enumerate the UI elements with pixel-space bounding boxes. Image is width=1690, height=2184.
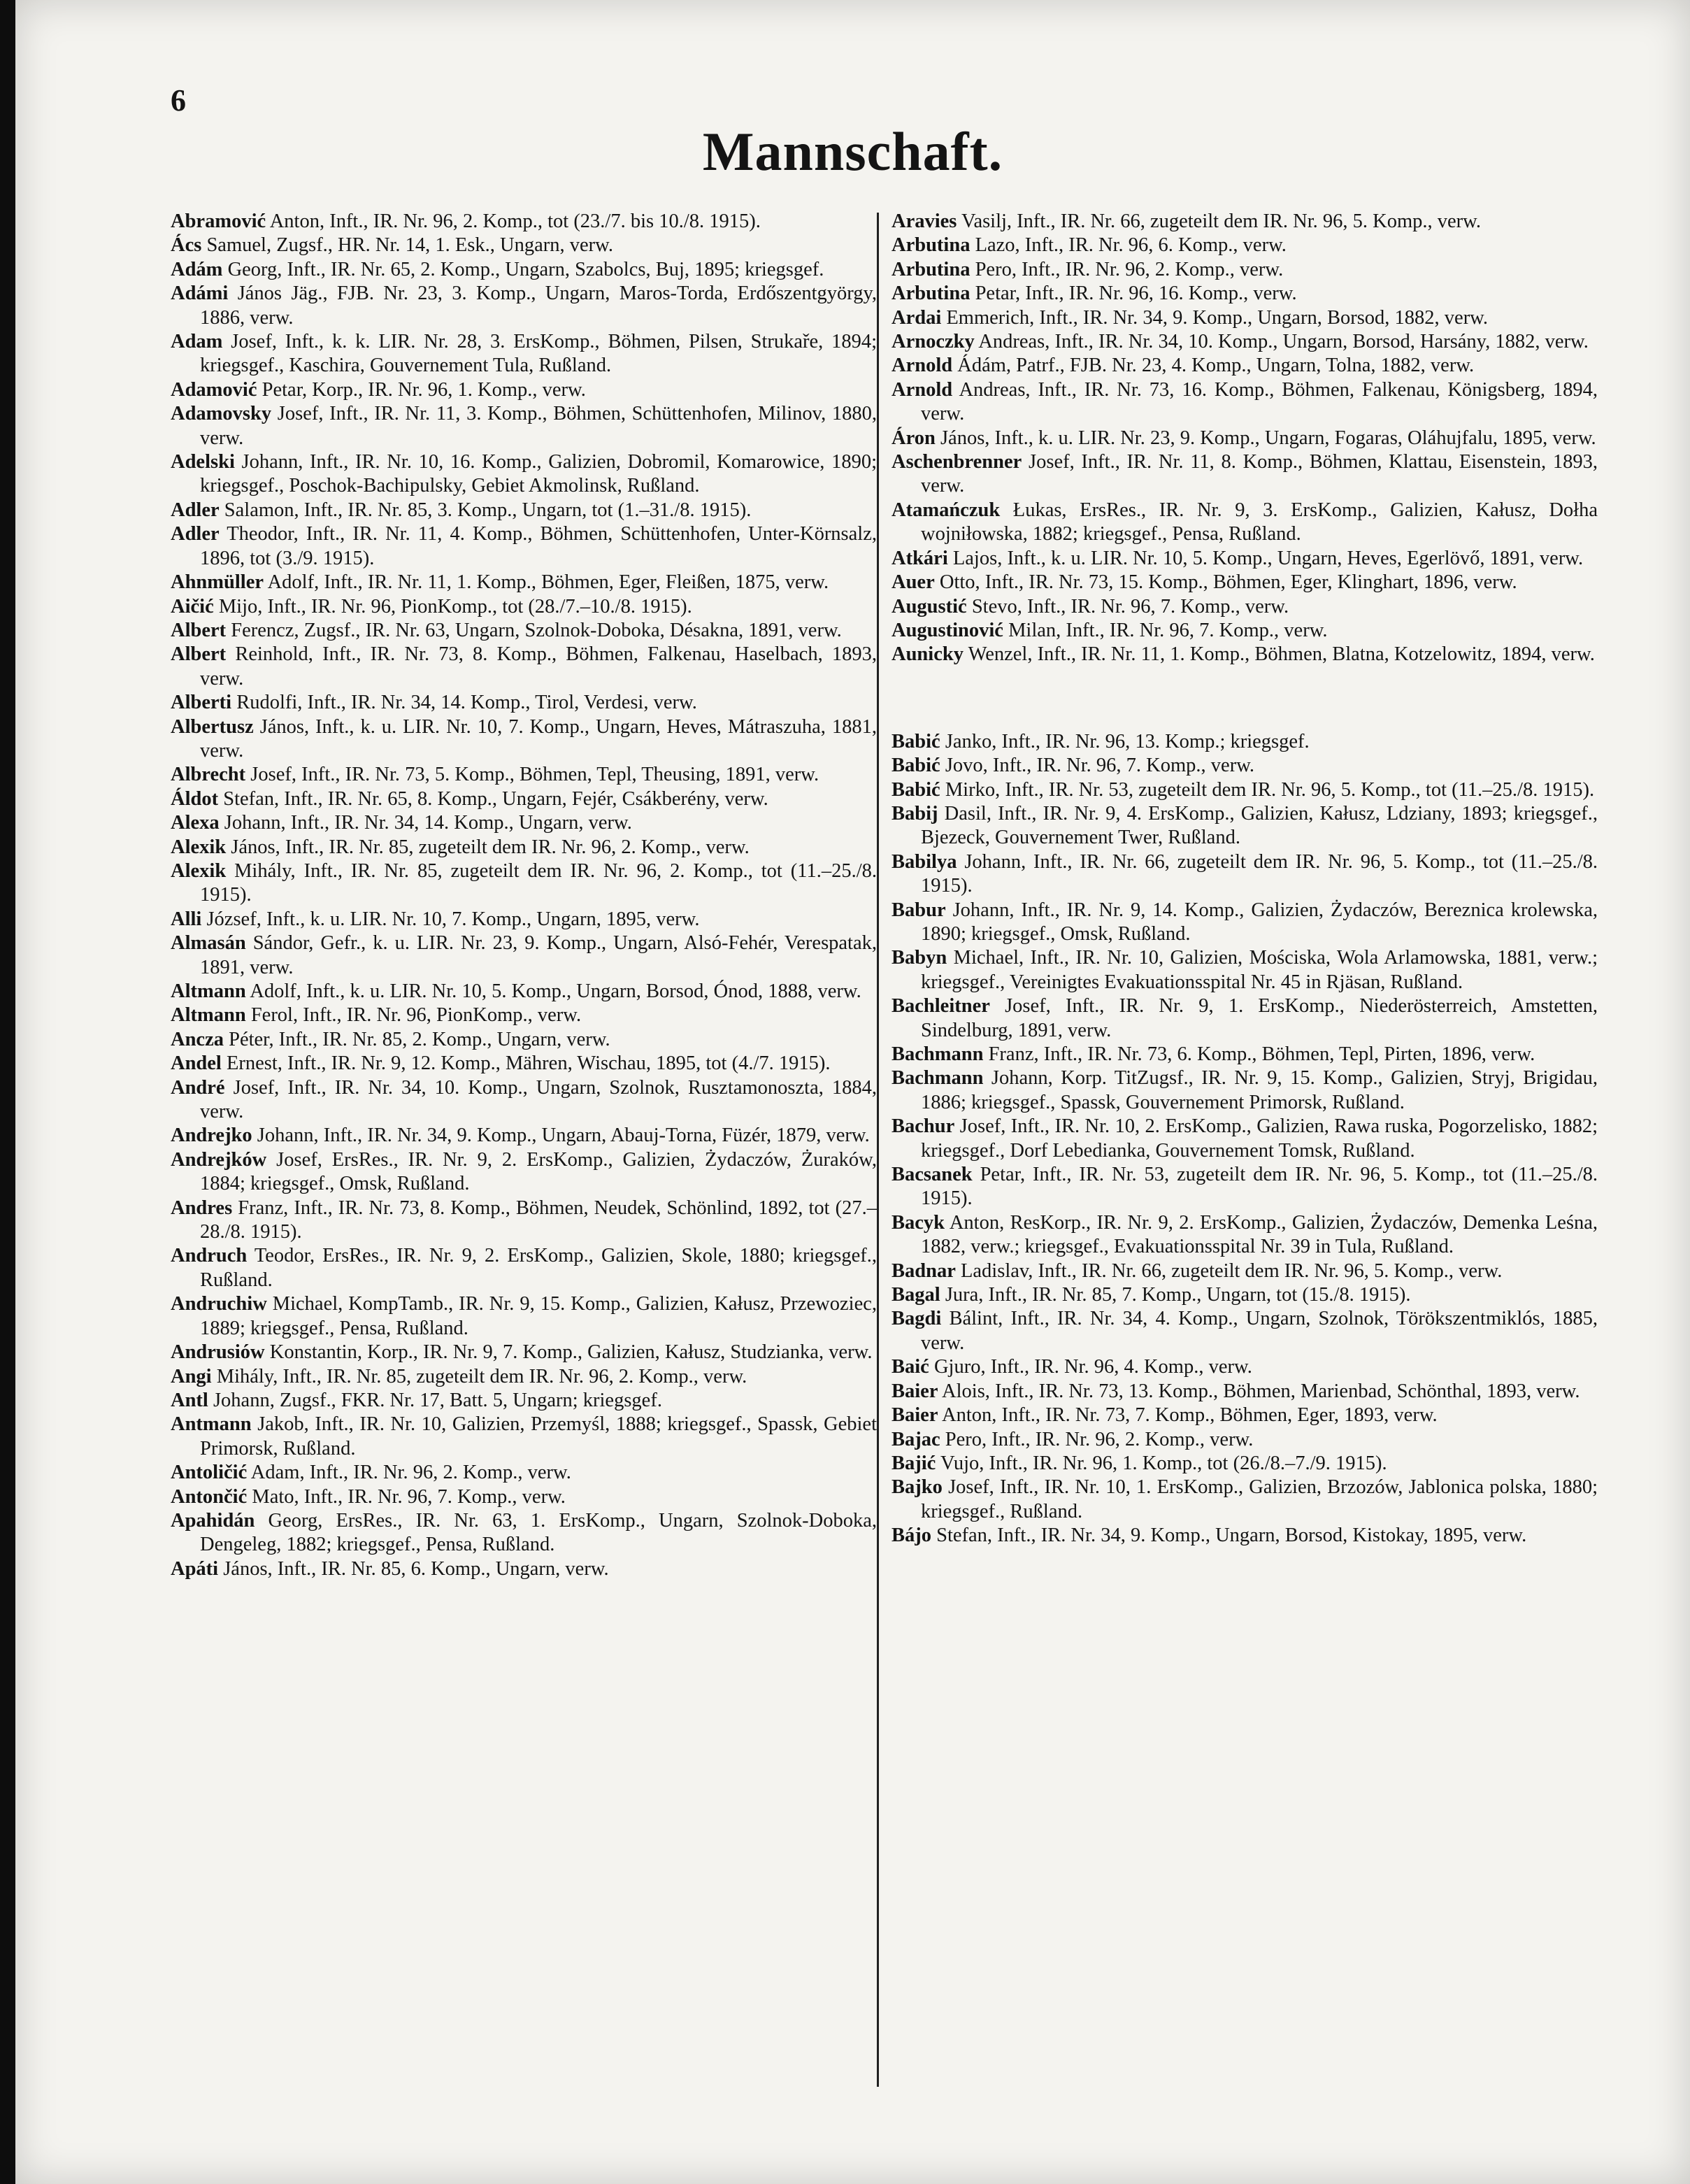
entry-details: Ferol, Inft., IR. Nr. 96, PionKomp., verw.: [250, 1004, 582, 1027]
register-entry: [171, 1052, 877, 1076]
register-entry: [171, 787, 877, 811]
entry-surname: Bagal: [891, 1284, 940, 1306]
entry-surname: Andruch: [171, 1245, 248, 1267]
entry-details: Anton, ResKorp., IR. Nr. 9, 2. ErsKomp., Galizien, Żydaczów, Demenka Leśna, 1882, verw.; kriegsgef., Evakuationsspital Nr. 39 in Tula, Rußland.: [921, 1211, 1598, 1258]
entry-details: Konstantin, Korp., IR. Nr. 9, 7. Komp., Galizien, Kałusz, Studzianka, verw.: [269, 1341, 873, 1364]
entry-details: Jovo, Inft., IR. Nr. 96, 7. Komp., verw.: [945, 755, 1255, 777]
entry-details: Josef, Inft., IR. Nr. 9, 1. ErsKomp., Niederösterreich, Amstetten, Sindelburg, 1891, verw.: [921, 995, 1598, 1041]
entry-surname: Babur: [891, 899, 946, 921]
entry-details: Vujo, Inft., IR. Nr. 96, 1. Komp., tot (26./8.–7./9. 1915).: [940, 1452, 1387, 1474]
register-entry: [891, 1355, 1598, 1379]
entry-surname: Adám: [171, 258, 223, 280]
entry-details: Otto, Inft., IR. Nr. 73, 15. Komp., Böhmen, Eger, Klinghart, 1896, verw.: [939, 571, 1517, 594]
entry-details: János, Inft., IR. Nr. 85, 6. Komp., Ungarn, verw.: [223, 1557, 609, 1580]
register-entry: [171, 522, 877, 571]
entry-surname: Baier: [891, 1380, 938, 1402]
entry-surname: Bajac: [891, 1428, 940, 1450]
register-entry: [171, 1197, 877, 1245]
entry-details: Péter, Inft., IR. Nr. 85, 2. Komp., Ungarn, verw.: [229, 1028, 610, 1050]
entry-surname: Altmann: [171, 980, 246, 1002]
entry-details: Mihály, Inft., IR. Nr. 85, zugeteilt dem IR. Nr. 96, 2. Komp., verw.: [216, 1365, 747, 1387]
entry-details: Johann, Inft., IR. Nr. 34, 14. Komp., Ungarn, verw.: [224, 812, 632, 834]
entry-details: Georg, Inft., IR. Nr. 65, 2. Komp., Ungarn, Szabolcs, Buj, 1895; kriegsgef.: [227, 258, 824, 280]
entry-surname: Auer: [891, 571, 935, 594]
register-entry: [891, 499, 1598, 547]
entry-details: Ferencz, Zugsf., IR. Nr. 63, Ungarn, Szolnok-Doboka, Désakna, 1891, verw.: [231, 619, 842, 641]
register-entry: [891, 1066, 1598, 1115]
entry-details: Andreas, Inft., IR. Nr. 34, 10. Komp., Ungarn, Borsod, Harsány, 1882, verw.: [978, 331, 1589, 353]
register-entry: [171, 1461, 877, 1485]
entry-surname: Adamovsky: [171, 403, 272, 425]
entry-surname: Babić: [891, 778, 940, 801]
entry-details: Teodor, ErsRes., IR. Nr. 9, 2. ErsKomp., Galizien, Skole, 1880; kriegsgef., Rußland.: [200, 1245, 877, 1291]
register-entry: [171, 763, 877, 787]
entry-details: Mato, Inft., IR. Nr. 96, 7. Komp., verw.: [252, 1485, 566, 1508]
page-title: Mannschaft.: [702, 121, 1003, 182]
register-entry: [891, 547, 1598, 571]
entry-details: Bálint, Inft., IR. Nr. 34, 4. Komp., Ungarn, Szolnok, Törökszentmiklós, 1885, verw.: [921, 1308, 1598, 1354]
register-entry: [171, 715, 877, 764]
register-entry: [891, 354, 1598, 378]
entry-surname: Badnar: [891, 1259, 956, 1282]
register-entry: [891, 1428, 1598, 1452]
entry-surname: Bacsanek: [891, 1164, 973, 1186]
entry-surname: Andrusiów: [171, 1341, 265, 1364]
entry-details: Dasil, Inft., IR. Nr. 9, 4. ErsKomp., Galizien, Kałusz, Ldziany, 1893; kriegsgef., Bjezeck, Gouvernement Twer, Rußland.: [921, 802, 1598, 849]
entry-details: Emmerich, Inft., IR. Nr. 34, 9. Komp., Ungarn, Borsod, 1882, verw.: [946, 306, 1489, 329]
entry-surname: Bachmann: [891, 1043, 984, 1065]
entry-surname: Alexik: [171, 836, 227, 858]
entry-surname: Ács: [171, 234, 202, 257]
entry-surname: Bájo: [891, 1525, 931, 1547]
entry-details: Johann, Inft., IR. Nr. 34, 9. Komp., Ungarn, Abauj-Torna, Füzér, 1879, verw.: [257, 1125, 870, 1147]
entry-details: János, Inft., k. u. LIR. Nr. 23, 9. Komp., Ungarn, Fogaras, Oláhujfalu, 1895, verw.: [940, 427, 1596, 449]
entry-details: Anton, Inft., IR. Nr. 96, 2. Komp., tot (23./7. bis 10./8. 1915).: [269, 210, 761, 232]
entry-details: Petar, Inft., IR. Nr. 96, 16. Komp., verw.: [975, 283, 1297, 305]
register-entry: [171, 282, 877, 330]
register-entry: [891, 850, 1598, 899]
entry-details: Josef, Inft., IR. Nr. 11, 8. Komp., Böhmen, Klattau, Eisenstein, 1893, verw.: [921, 451, 1598, 497]
entry-surname: Bajić: [891, 1452, 936, 1474]
register-entry: [891, 778, 1598, 802]
register-entry: [171, 859, 877, 908]
entry-surname: Ardai: [891, 306, 942, 329]
entry-surname: Ahnmüller: [171, 571, 264, 594]
entry-surname: Adelski: [171, 451, 235, 473]
entry-details: József, Inft., k. u. LIR. Nr. 10, 7. Komp., Ungarn, 1895, verw.: [206, 908, 700, 930]
entry-details: Alois, Inft., IR. Nr. 73, 13. Komp., Böhmen, Marienbad, Schönthal, 1893, verw.: [942, 1380, 1580, 1402]
entry-details: Georg, ErsRes., IR. Nr. 63, 1. ErsKomp., Ungarn, Szolnok-Doboka, Dengeleg, 1882; kriegsgef., Pensa, Rußland.: [200, 1509, 878, 1556]
register-entry: [171, 450, 877, 499]
entry-details: Stevo, Inft., IR. Nr. 96, 7. Komp., verw.: [971, 595, 1289, 618]
register-entry: [171, 1076, 877, 1125]
entry-details: Josef, Inft., IR. Nr. 34, 10. Komp., Ungarn, Szolnok, Rusztamonoszta, 1884, verw.: [200, 1076, 877, 1123]
register-entry: [891, 1404, 1598, 1427]
entry-surname: Adamović: [171, 378, 257, 401]
entry-surname: Arbutina: [891, 234, 971, 257]
entry-surname: Andruchiw: [171, 1293, 267, 1315]
register-entry: [891, 1452, 1598, 1476]
entry-details: Josef, Inft., IR. Nr. 10, 2. ErsKomp., Galizien, Rawa ruska, Pogorzelisko, 1882; kriegsgef., Dorf Lebedianka, Gouvernement Tomsk, Rußland.: [921, 1115, 1598, 1162]
entry-details: Petar, Korp., IR. Nr. 96, 1. Komp., verw.: [262, 378, 586, 401]
entry-surname: André: [171, 1076, 225, 1099]
entry-surname: Adler: [171, 523, 220, 545]
entry-surname: Albert: [171, 619, 227, 641]
entry-surname: Arbutina: [891, 258, 971, 280]
register-entry: [171, 1485, 877, 1509]
entry-details: Ladislav, Inft., IR. Nr. 66, zugeteilt dem IR. Nr. 96, 5. Komp., verw.: [961, 1259, 1503, 1282]
entry-details: Pero, Inft., IR. Nr. 96, 2. Komp., verw.: [975, 258, 1284, 280]
register-page: [15, 0, 1690, 2184]
entry-surname: Baier: [891, 1404, 938, 1427]
register-entry: [891, 282, 1598, 306]
entry-surname: Antmann: [171, 1413, 252, 1436]
register-entry: [171, 980, 877, 1004]
entry-surname: Alexa: [171, 812, 220, 834]
entry-details: Ádám, Patrf., FJB. Nr. 23, 4. Komp., Ungarn, Tolna, 1882, verw.: [957, 355, 1475, 377]
entry-surname: Adler: [171, 499, 220, 521]
entry-surname: Bachur: [891, 1115, 955, 1138]
entry-surname: Antl: [171, 1389, 208, 1411]
left-column: [171, 210, 877, 1581]
section-gap: [891, 667, 1598, 730]
register-entry: [891, 427, 1598, 450]
register-entry: [171, 1292, 877, 1341]
entry-details: János, Inft., k. u. LIR. Nr. 10, 7. Komp., Ungarn, Heves, Mátraszuha, 1881, verw.: [200, 715, 877, 762]
entry-surname: Arbutina: [891, 283, 971, 305]
register-entry: [891, 595, 1598, 619]
entry-details: Gjuro, Inft., IR. Nr. 96, 4. Komp., verw.: [933, 1356, 1252, 1378]
register-entry: [891, 306, 1598, 330]
entry-details: Anton, Inft., IR. Nr. 73, 7. Komp., Böhmen, Eger, 1893, verw.: [942, 1404, 1438, 1427]
register-entry: [171, 402, 877, 450]
register-entry: [171, 330, 877, 378]
entry-surname: Babyn: [891, 947, 947, 969]
entry-surname: Altmann: [171, 1004, 246, 1027]
register-entry: [891, 571, 1598, 594]
entry-surname: Atkári: [891, 547, 948, 569]
entry-surname: Albert: [171, 643, 227, 666]
right-column-b-entries: [891, 730, 1598, 1548]
entry-surname: Aunicky: [891, 643, 964, 666]
register-entry: [171, 932, 877, 980]
register-entry: [171, 1509, 877, 1557]
entry-surname: Albrecht: [171, 764, 246, 786]
entry-details: Andreas, Inft., IR. Nr. 73, 16. Komp., Böhmen, Falkenau, Königsberg, 1894, verw.: [921, 378, 1598, 425]
register-entry: [891, 450, 1598, 499]
register-entry: [171, 836, 877, 859]
register-entry: [171, 1413, 877, 1461]
register-entry: [891, 258, 1598, 282]
entry-details: Pero, Inft., IR. Nr. 96, 2. Komp., verw.: [945, 1428, 1254, 1450]
entry-details: Johann, Inft., IR. Nr. 9, 14. Komp., Galizien, Żydaczów, Bereznica krolewska, 1890; kriegsgef., Omsk, Rußland.: [921, 899, 1598, 945]
register-entry: [171, 258, 877, 282]
entry-details: Johann, Korp. TitZugsf., IR. Nr. 9, 15. Komp., Galizien, Stryj, Brigidau, 1886; kriegsgef., Spassk, Gouvernement Primorsk, Rußland.: [921, 1067, 1598, 1113]
entry-surname: Augustinović: [891, 619, 1003, 641]
entry-details: Janko, Inft., IR. Nr. 96, 13. Komp.; kriegsgef.: [945, 730, 1310, 752]
entry-surname: Babij: [891, 802, 938, 825]
entry-surname: Babić: [891, 730, 940, 752]
entry-surname: Bacyk: [891, 1211, 945, 1234]
register-entry: [171, 643, 877, 691]
entry-details: Josef, Inft., IR. Nr. 11, 3. Komp., Böhmen, Schüttenhofen, Milinov, 1880, verw.: [200, 403, 877, 449]
entry-surname: Baić: [891, 1356, 929, 1378]
entry-details: Adolf, Inft., k. u. LIR. Nr. 10, 5. Komp., Ungarn, Borsod, Ónod, 1888, verw.: [250, 980, 861, 1002]
right-column: [891, 210, 1598, 1548]
register-entry: [171, 1124, 877, 1148]
register-entry: [891, 899, 1598, 947]
entry-details: Adam, Inft., IR. Nr. 96, 2. Komp., verw.: [250, 1462, 571, 1484]
register-entry: [171, 1004, 877, 1027]
register-entry: [171, 1028, 877, 1052]
entry-details: Ernest, Inft., IR. Nr. 9, 12. Komp., Mähren, Wischau, 1895, tot (4./7. 1915).: [226, 1052, 831, 1075]
register-entry: [891, 643, 1598, 666]
entry-details: Lajos, Inft., k. u. LIR. Nr. 10, 5. Komp., Ungarn, Heves, Egerlövő, 1891, verw.: [952, 547, 1584, 569]
register-entry: [891, 1163, 1598, 1211]
entry-details: Sándor, Gefr., k. u. LIR. Nr. 23, 9. Komp., Ungarn, Alsó-Fehér, Verespatak, 1891, verw.: [200, 932, 878, 978]
register-entry: [891, 1211, 1598, 1259]
register-entry: [891, 330, 1598, 354]
entry-surname: Alexik: [171, 859, 227, 882]
entry-surname: Áron: [891, 427, 936, 449]
register-entry: [171, 619, 877, 643]
entry-details: Mijo, Inft., IR. Nr. 96, PionKomp., tot (28./7.–10./8. 1915).: [218, 595, 692, 618]
register-entry: [891, 730, 1598, 754]
entry-surname: Adam: [171, 331, 223, 353]
register-entry: [891, 1259, 1598, 1283]
register-entry: [171, 1148, 877, 1197]
entry-surname: Alli: [171, 908, 202, 930]
entry-surname: Bachmann: [891, 1067, 984, 1090]
register-entry: [891, 754, 1598, 778]
entry-surname: Arnoczky: [891, 331, 975, 353]
entry-details: Josef, Inft., IR. Nr. 73, 5. Komp., Böhmen, Tepl, Theusing, 1891, verw.: [250, 764, 819, 786]
register-entry: [171, 378, 877, 402]
register-entry: [171, 1557, 877, 1581]
register-entry: [171, 1389, 877, 1413]
entry-details: Johann, Inft., IR. Nr. 66, zugeteilt dem IR. Nr. 96, 5. Komp., tot (11.–25./8. 1915).: [921, 850, 1598, 897]
register-entry: [171, 811, 877, 835]
register-entry: [171, 908, 877, 932]
entry-details: Josef, ErsRes., IR. Nr. 9, 2. ErsKomp., Galizien, Żydaczów, Żuraków, 1884; kriegsgef., Omsk, Rußland.: [200, 1148, 878, 1195]
entry-surname: Andrejko: [171, 1125, 252, 1147]
register-entry: [891, 946, 1598, 994]
entry-surname: Antoličić: [171, 1462, 248, 1484]
register-entry: [891, 1307, 1598, 1355]
entry-surname: Apáti: [171, 1557, 219, 1580]
entry-details: Vasilj, Inft., IR. Nr. 66, zugeteilt dem IR. Nr. 96, 5. Komp., verw.: [961, 210, 1482, 232]
entry-details: Lazo, Inft., IR. Nr. 96, 6. Komp., verw.: [975, 234, 1287, 257]
entry-surname: Andrejków: [171, 1148, 267, 1171]
entry-details: Samuel, Zugsf., HR. Nr. 14, 1. Esk., Ungarn, verw.: [206, 234, 613, 257]
entry-details: Stefan, Inft., IR. Nr. 65, 8. Komp., Ungarn, Fejér, Csákberény, verw.: [223, 787, 768, 810]
register-entry: [171, 499, 877, 522]
register-entry: [171, 1365, 877, 1389]
entry-details: János Jäg., FJB. Nr. 23, 3. Komp., Ungarn, Maros-Torda, Erdőszentgyörgy, 1886, verw.: [200, 283, 878, 329]
entry-surname: Bagdi: [891, 1308, 942, 1330]
entry-details: Michael, Inft., IR. Nr. 10, Galizien, Mościska, Wola Arlamowska, 1881, verw.; kriegsgef., Vereinigtes Evakuationsspital Nr. 45 in Rjäsan, Rußland.: [921, 947, 1598, 993]
entry-details: Milan, Inft., IR. Nr. 96, 7. Komp., verw.: [1008, 619, 1328, 641]
entry-details: Josef, Inft., IR. Nr. 10, 1. ErsKomp., Galizien, Brzozów, Jablonica polska, 1880; kriegsgef., Rußland.: [921, 1476, 1598, 1522]
right-column-a-entries: [891, 210, 1598, 667]
register-entry: [171, 1244, 877, 1292]
column-divider: [877, 213, 879, 2087]
entry-surname: Alberti: [171, 692, 232, 714]
entry-details: Josef, Inft., k. k. LIR. Nr. 28, 3. ErsKomp., Böhmen, Pilsen, Strukaře, 1894; kriegsgef., Kaschira, Gouvernement Tula, Rußland.: [200, 331, 877, 377]
entry-surname: Atamańczuk: [891, 499, 1001, 521]
register-entry: [171, 234, 877, 257]
entry-surname: Almasán: [171, 932, 246, 955]
entry-surname: Augustić: [891, 595, 967, 618]
entry-surname: Apahidán: [171, 1509, 255, 1532]
register-entry: [891, 1283, 1598, 1307]
entry-surname: Angi: [171, 1365, 212, 1387]
register-entry: [891, 378, 1598, 427]
entry-surname: Arnold: [891, 355, 953, 377]
entry-details: Mihály, Inft., IR. Nr. 85, zugeteilt dem IR. Nr. 96, 2. Komp., tot (11.–25./8. 1915).: [200, 859, 877, 906]
register-entry: [171, 691, 877, 715]
register-entry: [891, 619, 1598, 643]
entry-details: Franz, Inft., IR. Nr. 73, 8. Komp., Böhmen, Neudek, Schönlind, 1892, tot (27.–28./8. 1915).: [200, 1197, 877, 1243]
page-number: 6: [171, 83, 186, 117]
entry-details: Michael, KompTamb., IR. Nr. 9, 15. Komp., Galizien, Kałusz, Przewoziec, 1889; kriegsgef., Pensa, Rußland.: [200, 1293, 878, 1339]
entry-surname: Áldot: [171, 787, 219, 810]
register-entry: [891, 210, 1598, 234]
register-entry: [891, 1043, 1598, 1066]
entry-surname: Andres: [171, 1197, 233, 1219]
entry-details: Franz, Inft., IR. Nr. 73, 6. Komp., Böhmen, Tepl, Pirten, 1896, verw.: [988, 1043, 1535, 1065]
register-entry: [171, 571, 877, 594]
register-entry: [891, 1380, 1598, 1404]
entry-details: Mirko, Inft., IR. Nr. 53, zugeteilt dem IR. Nr. 96, 5. Komp., tot (11.–25./8. 1915).: [945, 778, 1595, 801]
entry-details: Johann, Inft., IR. Nr. 10, 16. Komp., Galizien, Dobromil, Komarowice, 1890; kriegsgef., Poschok-Bachipulsky, Gebiet Akmolinsk, Rußland.: [200, 451, 877, 497]
entry-details: Salamon, Inft., IR. Nr. 85, 3. Komp., Ungarn, tot (1.–31./8. 1915).: [224, 499, 752, 521]
entry-surname: Aičić: [171, 595, 214, 618]
entry-details: Stefan, Inft., IR. Nr. 34, 9. Komp., Ungarn, Borsod, Kistokay, 1895, verw.: [936, 1525, 1527, 1547]
register-entry: [171, 210, 877, 234]
entry-details: Theodor, Inft., IR. Nr. 11, 4. Komp., Böhmen, Schüttenhofen, Unter-Körnsalz, 1896, tot (3./9. 1915).: [200, 523, 877, 569]
entry-surname: Bajko: [891, 1476, 943, 1499]
register-entry: [891, 234, 1598, 257]
entry-surname: Andel: [171, 1052, 222, 1075]
entry-surname: Babilya: [891, 850, 957, 873]
register-entry: [171, 595, 877, 619]
register-entry: [891, 994, 1598, 1043]
entry-details: Łukas, ErsRes., IR. Nr. 9, 3. ErsKomp., Galizien, Kałusz, Dołha wojniłowska, 1882; kriegsgef., Pensa, Rußland.: [921, 499, 1598, 545]
entry-surname: Ancza: [171, 1028, 224, 1050]
entry-details: Jakob, Inft., IR. Nr. 10, Galizien, Przemyśl, 1888; kriegsgef., Spassk, Gebiet Primorsk, Rußland.: [200, 1413, 877, 1459]
register-entry: [891, 802, 1598, 850]
register-entry: [891, 1476, 1598, 1524]
register-entry: [891, 1115, 1598, 1163]
entry-details: Wenzel, Inft., IR. Nr. 11, 1. Komp., Böhmen, Blatna, Kotzelowitz, 1894, verw.: [968, 643, 1595, 666]
entry-surname: Aravies: [891, 210, 957, 232]
entry-surname: Abramović: [171, 210, 266, 232]
entry-surname: Albertusz: [171, 715, 254, 738]
entry-details: Jura, Inft., IR. Nr. 85, 7. Komp., Ungarn, tot (15./8. 1915).: [945, 1284, 1411, 1306]
entry-details: Rudolfi, Inft., IR. Nr. 34, 14. Komp., Tirol, Verdesi, verw.: [236, 692, 697, 714]
entry-surname: Arnold: [891, 378, 953, 401]
entry-surname: Adámi: [171, 283, 229, 305]
entry-surname: Babić: [891, 755, 940, 777]
entry-details: Reinhold, Inft., IR. Nr. 73, 8. Komp., Böhmen, Falkenau, Haselbach, 1893, verw.: [200, 643, 877, 690]
entry-surname: Bachleitner: [891, 995, 990, 1018]
entry-details: Johann, Zugsf., FKR. Nr. 17, Batt. 5, Ungarn; kriegsgef.: [213, 1389, 662, 1411]
entry-surname: Antončić: [171, 1485, 248, 1508]
entry-surname: Aschenbrenner: [891, 451, 1022, 473]
register-entry: [891, 1524, 1598, 1548]
register-entry: [171, 1341, 877, 1364]
entry-details: János, Inft., IR. Nr. 85, zugeteilt dem IR. Nr. 96, 2. Komp., verw.: [231, 836, 750, 858]
entry-details: Adolf, Inft., IR. Nr. 11, 1. Komp., Böhmen, Eger, Fleißen, 1875, verw.: [267, 571, 829, 594]
entry-details: Petar, Inft., IR. Nr. 53, zugeteilt dem IR. Nr. 96, 5. Komp., tot (11.–25./8. 1915).: [921, 1164, 1598, 1210]
